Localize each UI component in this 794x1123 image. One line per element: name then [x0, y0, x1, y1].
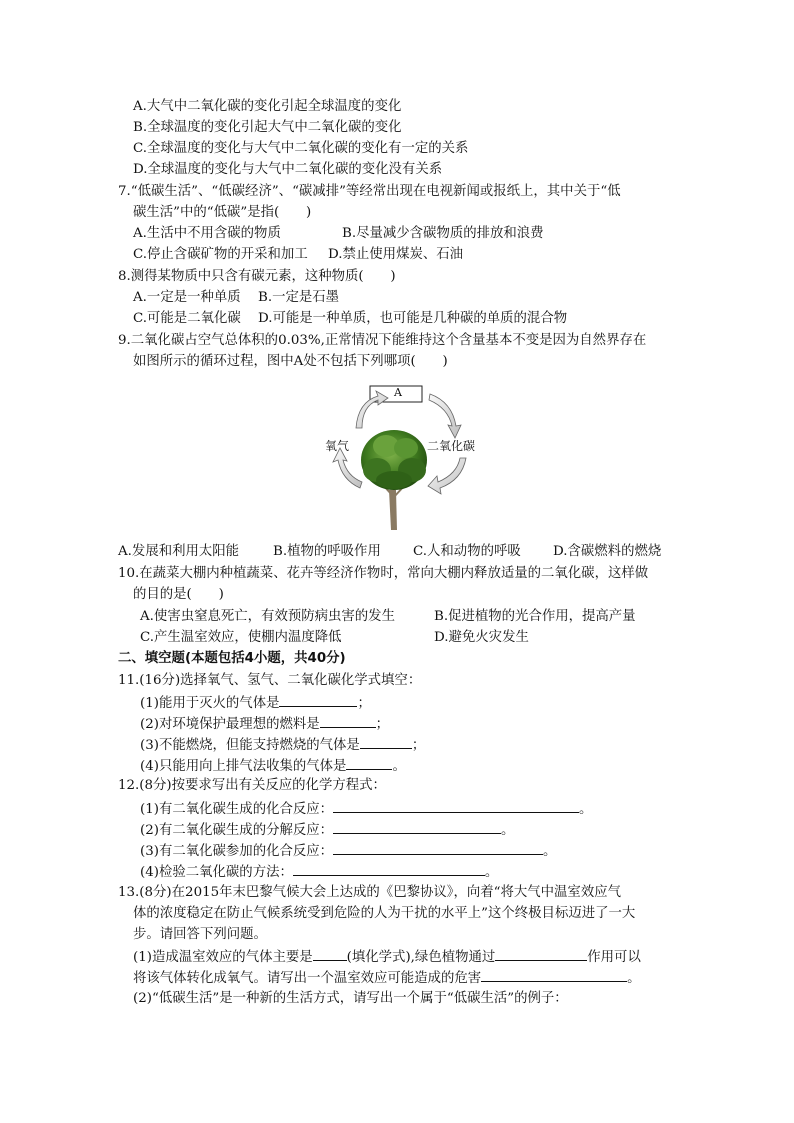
answer-blank[interactable]	[495, 947, 587, 961]
q11-item-2-text: (2)对环境保护最理想的燃料是	[140, 717, 320, 732]
answer-blank[interactable]	[346, 756, 392, 770]
q7-option-a: A.生活中不用含碳的物质	[133, 226, 281, 241]
q13-part-1-text-a: (1)造成温室效应的气体主要是	[133, 950, 313, 965]
q7-option-c: C.停止含碳矿物的开采和加工	[133, 247, 308, 262]
q8-option-a: A.一定是一种单质	[133, 290, 241, 305]
q12-item-2-punct: 。	[501, 823, 515, 838]
q10-option-a: A.使害虫窒息死亡，有效预防病虫害的发生	[140, 609, 395, 624]
q11-item-1	[140, 693, 371, 713]
q12-item-2-text: (2)有二氧化碳生成的分解反应：	[140, 823, 334, 838]
q8-option-d: D.可能是一种单质，也可能是几种碳的单质的混合物	[258, 311, 568, 326]
carbon-cycle-figure	[320, 380, 480, 535]
q12-item-3	[140, 841, 556, 861]
q10-option-d: D.避免火灾发生	[434, 630, 529, 645]
co2-label: 二氧化碳	[427, 439, 476, 453]
q8-option-c: C.可能是二氧化碳	[133, 311, 241, 326]
arrow-top-right	[429, 394, 461, 438]
answer-blank[interactable]	[333, 820, 501, 834]
q13-part-2: (2)“低碳生活”是一种新的生活方式，请写出一个属于“低碳生活”的例子：	[133, 991, 568, 1006]
q9-option-d: D.含碳燃料的燃烧	[553, 544, 662, 559]
q11-item-4	[140, 756, 406, 776]
answer-blank[interactable]	[333, 799, 579, 813]
q7-option-b: B.尽量减少含碳物质的排放和浪费	[342, 226, 544, 241]
q11-item-3-text: (3)不能燃烧，但能支持燃烧的气体是	[140, 738, 360, 753]
q11-item-1-punct: ；	[357, 696, 371, 711]
oxygen-label: 氧气	[325, 439, 350, 453]
answer-blank[interactable]	[360, 735, 412, 749]
cycle-arrows	[320, 380, 480, 535]
q11-item-3-punct: ；	[411, 738, 426, 753]
q13-stem-line3: 步。请回答下列问题。	[133, 927, 267, 942]
q11-stem: 11.(16分)选择氧气、氢气、二氧化碳化学式填空：	[118, 673, 422, 688]
tree-image	[361, 430, 427, 530]
q12-item-1-punct: 。	[579, 802, 593, 817]
q7-stem-line1: 7.“低碳生活”、“低碳经济”、“碳减排”等经常出现在电视新闻或报纸上，其中关于“低	[118, 184, 621, 199]
q8-stem: 8.测得某物质中只含有碳元素，这种物质( )	[118, 269, 396, 284]
q13-part-1-line1	[133, 947, 641, 967]
q12-stem: 12.(8分)按要求写出有关反应的化学方程式：	[118, 778, 386, 793]
q10-option-c: C.产生温室效应，使棚内温度降低	[140, 630, 342, 645]
q13-stem-line2: 体的浓度稳定在防止气候系统受到危险的人为干扰的水平上”这个终极目标迈进了一大	[133, 906, 636, 921]
q11-item-2	[140, 714, 389, 734]
q13-part-1-line2	[133, 968, 641, 988]
q13-stem-line1: 13.(8分)在2015年末巴黎气候大会上达成的《巴黎协议》，向着“将大气中温室效应气	[118, 885, 621, 900]
q12-item-1-text: (1)有二氧化碳生成的化合反应：	[140, 802, 334, 817]
q9-option-c: C.人和动物的呼吸	[413, 544, 521, 559]
q10-option-b: B.促进植物的光合作用，提高产量	[434, 609, 636, 624]
section-2-title: 二、填空题(本题包括4小题，共40分)	[118, 651, 346, 666]
q12-item-4-punct: 。	[484, 865, 499, 880]
q6-option-c: C.全球温度的变化与大气中二氧化碳的变化有一定的关系	[133, 141, 469, 156]
answer-blank[interactable]	[279, 693, 357, 707]
answer-blank[interactable]	[293, 862, 485, 876]
q12-item-1	[140, 799, 592, 819]
q9-stem-line1: 9.二氧化碳占空气总体积的0.03%,正常情况下能维持这个含量基本不变是因为自然界存在	[118, 333, 647, 348]
q13-part-1-text-b: (填化学式),绿色植物通过	[346, 950, 496, 965]
q13-part-1-text-d: 将该气体转化成氧气。请写出一个温室效应可能造成的危害	[133, 971, 482, 986]
q12-item-3-punct: 。	[543, 844, 557, 859]
q12-item-3-text: (3)有二氧化碳参加的化合反应：	[140, 844, 334, 859]
q6-option-d: D.全球温度的变化与大气中二氧化碳的变化没有关系	[133, 162, 443, 177]
q11-item-2-punct: ；	[375, 717, 390, 732]
q12-item-4-text: (4)检验二氧化碳的方法：	[140, 865, 293, 880]
arrow-bottom-right	[428, 458, 466, 494]
q11-item-4-text: (4)只能用向上排气法收集的气体是	[140, 759, 347, 774]
q9-option-a: A.发展和利用太阳能	[118, 544, 240, 559]
q9-option-b: B.植物的呼吸作用	[273, 544, 381, 559]
q11-item-4-punct: 。	[392, 759, 406, 774]
q11-item-3	[140, 735, 425, 755]
q13-part-1-text-e: 。	[627, 971, 641, 986]
q13-part-1-text-c: 作用可以	[587, 950, 641, 965]
q12-item-2	[140, 820, 514, 840]
q6-option-b: B.全球温度的变化引起大气中二氧化碳的变化	[133, 120, 402, 135]
q12-item-4	[140, 862, 498, 882]
q9-stem-line2: 如图所示的循环过程，图中A处不包括下列哪项( )	[133, 354, 448, 369]
answer-blank[interactable]	[481, 968, 627, 982]
answer-blank[interactable]	[313, 947, 347, 961]
box-a-label: A	[394, 386, 402, 399]
q10-stem-line1: 10.在蔬菜大棚内种植蔬菜、花卉等经济作物时，常向大棚内释放适量的二氧化碳，这样做	[118, 566, 649, 581]
answer-blank[interactable]	[320, 714, 376, 728]
q7-stem-line2: 碳生活”中的“低碳”是指( )	[133, 205, 312, 220]
q7-option-d: D.禁止使用煤炭、石油	[328, 247, 464, 262]
q10-stem-line2: 的目的是( )	[133, 587, 224, 602]
q11-item-1-text: (1)能用于灭火的气体是	[140, 696, 280, 711]
answer-blank[interactable]	[333, 841, 543, 855]
q8-option-b: B.一定是石墨	[258, 290, 340, 305]
q6-option-a: A.大气中二氧化碳的变化引起全球温度的变化	[133, 99, 402, 114]
